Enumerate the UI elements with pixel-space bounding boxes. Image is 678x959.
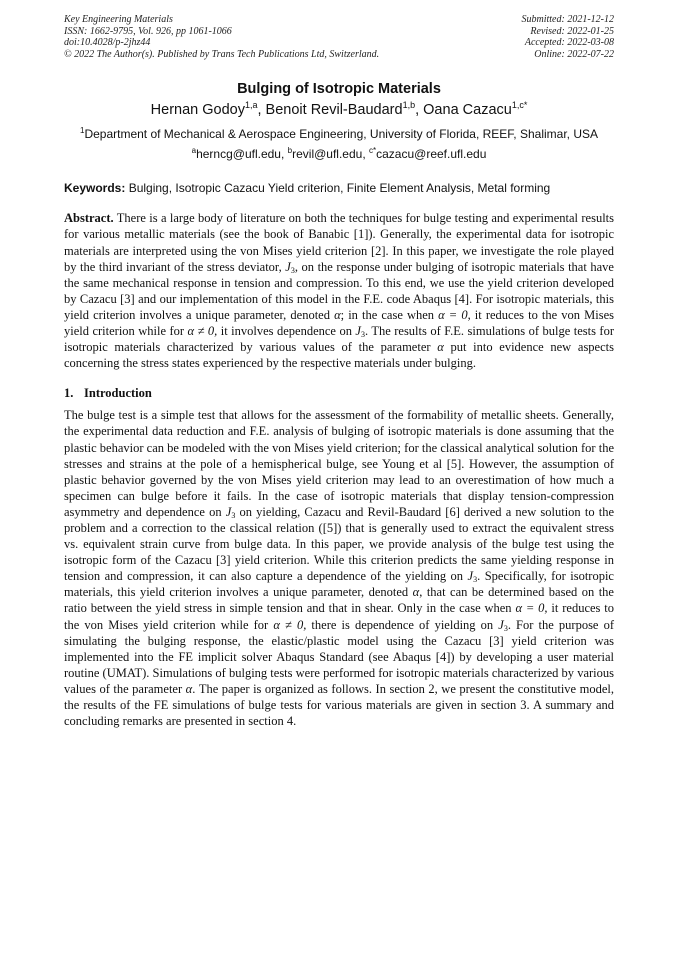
email-mark: c* (369, 146, 377, 156)
abstract-label: Abstract. (64, 211, 114, 226)
section-heading-introduction (64, 385, 614, 401)
math-alpha: α (185, 681, 193, 696)
email-separator: , (280, 147, 288, 162)
introduction-paragraph (64, 407, 614, 729)
keywords-label: Keywords: (64, 181, 126, 196)
publication-header (64, 14, 614, 60)
abstract-text: it involves dependence on (217, 324, 356, 339)
math-J3: J3 (467, 569, 478, 585)
author-separator: , (415, 102, 424, 119)
submitted-date: Submitted: 2021-12-12 (521, 14, 614, 25)
revised-date: Revised: 2022-01-25 (530, 25, 614, 37)
keywords-text: Bulging, Isotropic Cazacu Yield criterion, Finite Element Analysis, Metal forming (125, 181, 551, 196)
email-link[interactable]: revil@ufl.edu (292, 147, 363, 162)
abstract-text: . The results of F.E. simulations of bulge tests for isotropic materials characterized by various values of the parameter (64, 324, 614, 355)
author-separator: , (257, 102, 266, 119)
abstract-text: put into evidence new aspects concerning the stress states experienced by the respective materials under bulging. (64, 340, 614, 371)
intro-text: on yielding, Cazacu and Revil-Baudard [6] derived a new solution to the problem and a correction to the classical relation ([5]) that is generally used to extract the equivalent stress vs. equivalent strain curve from bulge data. In this paper, we provide analysis of the bulge test using the isotropic form of the Cazacu [3] yield criterion. While this criterion predicts the same yielding response in tension and compression, it can also capture a dependence of the yielding on (64, 504, 614, 584)
email-separator: , (362, 147, 369, 162)
author-affiliation-mark: 1,b (402, 100, 416, 111)
intro-text: . The paper is organized as follows. In section 2, we present the constitutive model, the results of the FE simulations of bulge tests for various materials are given in section 3. A summary and concluding remarks are presented in section 4. (64, 681, 614, 729)
abstract-text: , on the response under bulging of isotropic materials that have the same mechanical response in tension and compression. To this end, we use the yield criterion developed by Cazacu [3] and our implementation of this model in the F.E. code Abaqus [4]. For isotropic materials, this yield criterion involves a unique parameter, denoted (64, 259, 614, 322)
math-J3: J3 (225, 504, 236, 520)
issn-line: ISSN: 1662-9795, Vol. 926, pp 1061-1066 (64, 25, 232, 37)
email-mark: b (287, 146, 293, 156)
email-link[interactable]: herncg@ufl.edu (196, 147, 281, 162)
affiliation (64, 126, 614, 142)
email-link[interactable]: cazacu@reef.ufl.edu (376, 147, 487, 162)
copyright-line: © 2022 The Author(s). Published by Trans Tech Publications Ltd, Switzerland. (64, 48, 380, 60)
author-name: Oana Cazacu (423, 102, 512, 119)
author-affiliation-mark: 1,a (244, 100, 258, 111)
date-info (522, 14, 615, 60)
section-title: Introduction (84, 386, 152, 401)
keywords (64, 180, 614, 196)
intro-text: The bulge test is a simple test that allows for the assessment of the formability of metallic sheets. Generally, the experimental data reduction and F.E. analysis of bulging of isotropic materials is done assuming that the plastic behavior can be modeled with the von Mises yield criterion; for the classical analytical solution for the stresses and strains at the pole of a hemispherical bulge, see Young et al [5]. However, the assumption of plastic behavior governed by the von Mises yield criterion may lead to an overestimation of how much a specimen can bulge before it fails. In the case of isotropic materials that display tension-compression asymmetry and dependence on (64, 408, 614, 519)
paper-title: Bulging of Isotropic Materials (237, 81, 441, 98)
math-alpha: α (437, 340, 444, 355)
online-date: Online: 2022-07-22 (534, 48, 614, 60)
math-J3: J3 (355, 324, 365, 340)
intro-text: there is dependence of yielding on (306, 617, 499, 632)
math-alpha-eq-zero: α = 0, (438, 307, 471, 322)
intro-text: . For the purpose of simulating the bulging response, the elastic/plastic model using the Cazacu [3] yield criterion was implemented into the FE implicit solver Abaqus Standard (see Abaqus [4]) by developing a user material routine (UMAT). Simulations of bulging tests were performed for isotropic materials characterized by various values of the parameter (64, 617, 614, 696)
math-alpha: α (412, 585, 420, 600)
abstract-text: ; in the case when (340, 307, 439, 322)
accepted-date: Accepted: 2022-03-08 (524, 37, 614, 49)
email-mark: a (191, 146, 197, 156)
math-alpha: α (334, 307, 341, 322)
affiliation-mark: 1 (79, 126, 85, 136)
author-affiliation-mark: 1,c* (511, 100, 528, 111)
email-list (64, 146, 614, 162)
math-alpha-ne-zero: α ≠ 0, (273, 617, 307, 632)
section-number: 1. (64, 386, 74, 401)
author-name: Hernan Godoy (150, 102, 245, 119)
math-alpha-ne-zero: α ≠ 0, (187, 324, 218, 339)
journal-name: Key Engineering Materials (64, 14, 173, 25)
intro-text: , that can be determined based on the ratio between the yield stress in simple tension and that in shear. Only in the case when (64, 585, 614, 616)
math-alpha-eq-zero: α = 0, (515, 601, 548, 616)
abstract-text: it reduces to the von Mises yield criterion while for (64, 307, 614, 339)
affiliation-text: Department of Mechanical & Aerospace Engineering, University of Florida, REEF, Shalimar, USA (84, 127, 599, 142)
intro-text: . Specifically, for isotropic materials, this yield criterion involves a unique parameter, denoted (64, 569, 614, 600)
abstract-text: There is a large body of literature on both the techniques for bulge testing and experimental results for various metallic materials (see the book of Banabic [1]). Generally, the experimental data for isotropic materials are interpreted using the von Mises yield criterion [2]. In this paper, we investigate the role played by the third invariant of the stress deviator, (64, 211, 614, 274)
math-J3: J3 (498, 617, 508, 633)
author-list (64, 101, 614, 120)
author-name: Benoit Revil-Baudard (265, 102, 403, 119)
doi-line: doi:10.4028/p-2jhz44 (64, 37, 151, 49)
intro-text: it reduces to the von Mises yield criterion while for (64, 601, 614, 632)
math-J3: J3 (285, 259, 295, 275)
journal-info (64, 14, 379, 60)
abstract (64, 210, 614, 371)
